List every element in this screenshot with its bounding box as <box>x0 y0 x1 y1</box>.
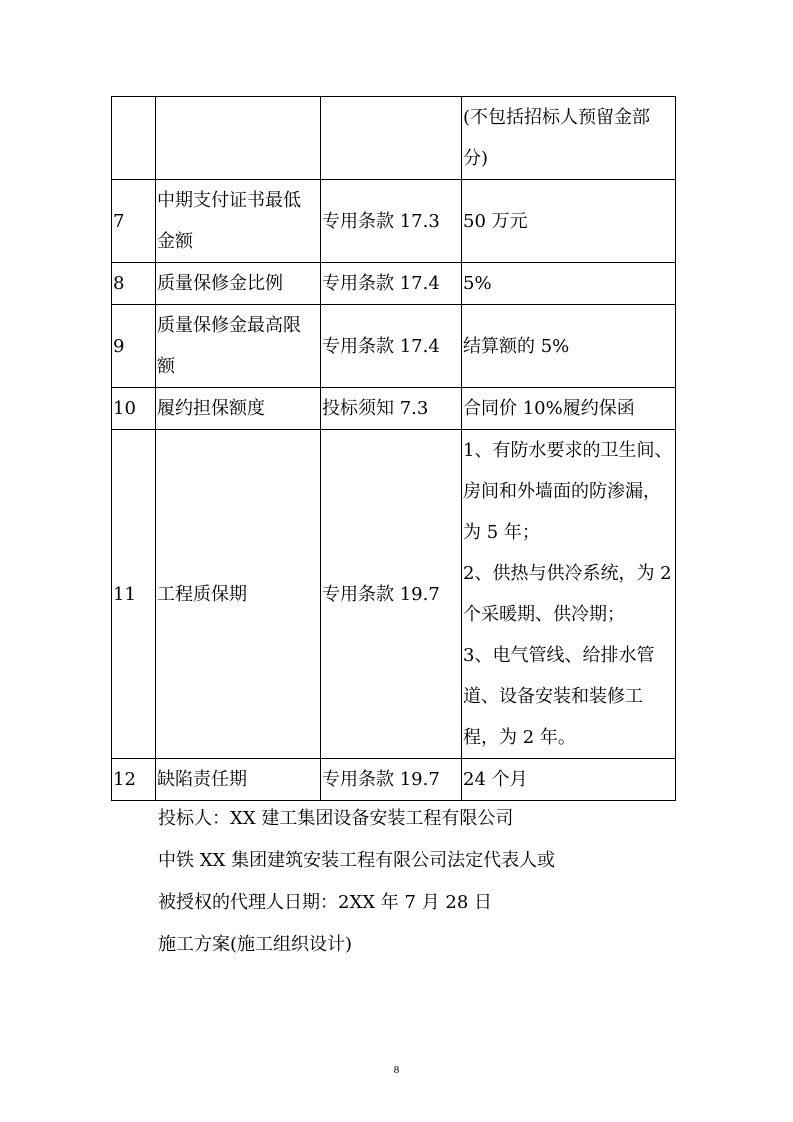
clause-ref: 专用条款 17.4 <box>321 305 462 388</box>
item-content: 合同价 10%履约保函 <box>462 388 676 430</box>
clause-ref: 专用条款 17.4 <box>321 263 462 305</box>
table-row <box>112 180 676 263</box>
bidder-line: 投标人：XX 建工集团设备安装工程有限公司 <box>158 808 514 829</box>
contract-terms-table <box>111 96 676 801</box>
row-number: 9 <box>112 305 156 388</box>
item-name: 中期支付证书最低 金额 <box>156 180 321 263</box>
clause-ref: 投标须知 7.3 <box>321 388 462 430</box>
row-number <box>112 97 156 180</box>
page-number: 8 <box>393 1064 400 1076</box>
item-content: 结算额的 5% <box>462 305 676 388</box>
row-number: 12 <box>112 759 156 801</box>
clause-ref: 专用条款 19.7 <box>321 430 462 759</box>
representative-line: 中铁 XX 集团建筑安装工程有限公司法定代表人或 <box>158 850 556 871</box>
row-number: 8 <box>112 263 156 305</box>
section-heading: 施工方案(施工组织设计) <box>158 934 353 955</box>
item-content: 1、有防水要求的卫生间、 房间和外墙面的防渗漏， 为 5 年； 2、供热与供冷系统，为 2 个采暖期、供冷期； 3、电气管线、给排水管 道、设备安装和装修工 程，为 2 年。 <box>462 430 676 759</box>
item-name: 履约担保额度 <box>156 388 321 430</box>
table-row <box>112 97 676 180</box>
item-content: 24 个月 <box>462 759 676 801</box>
item-name: 缺陷责任期 <box>156 759 321 801</box>
clause-ref <box>321 97 462 180</box>
item-name: 工程质保期 <box>156 430 321 759</box>
table-row <box>112 305 676 388</box>
row-number: 10 <box>112 388 156 430</box>
table-row <box>112 263 676 305</box>
row-number: 7 <box>112 180 156 263</box>
item-content: 50 万元 <box>462 180 676 263</box>
table-row <box>112 759 676 801</box>
clause-ref: 专用条款 17.3 <box>321 180 462 263</box>
row-number: 11 <box>112 430 156 759</box>
item-name <box>156 97 321 180</box>
clause-ref: 专用条款 19.7 <box>321 759 462 801</box>
item-name: 质量保修金最高限 额 <box>156 305 321 388</box>
table-row <box>112 388 676 430</box>
table-row <box>112 430 676 759</box>
item-content: 5% <box>462 263 676 305</box>
item-name: 质量保修金比例 <box>156 263 321 305</box>
signature-block <box>158 798 555 966</box>
agent-date-line: 被授权的代理人日期：2XX 年 7 月 28 日 <box>158 892 493 913</box>
item-content: (不包括招标人预留金部 分) <box>462 97 676 180</box>
